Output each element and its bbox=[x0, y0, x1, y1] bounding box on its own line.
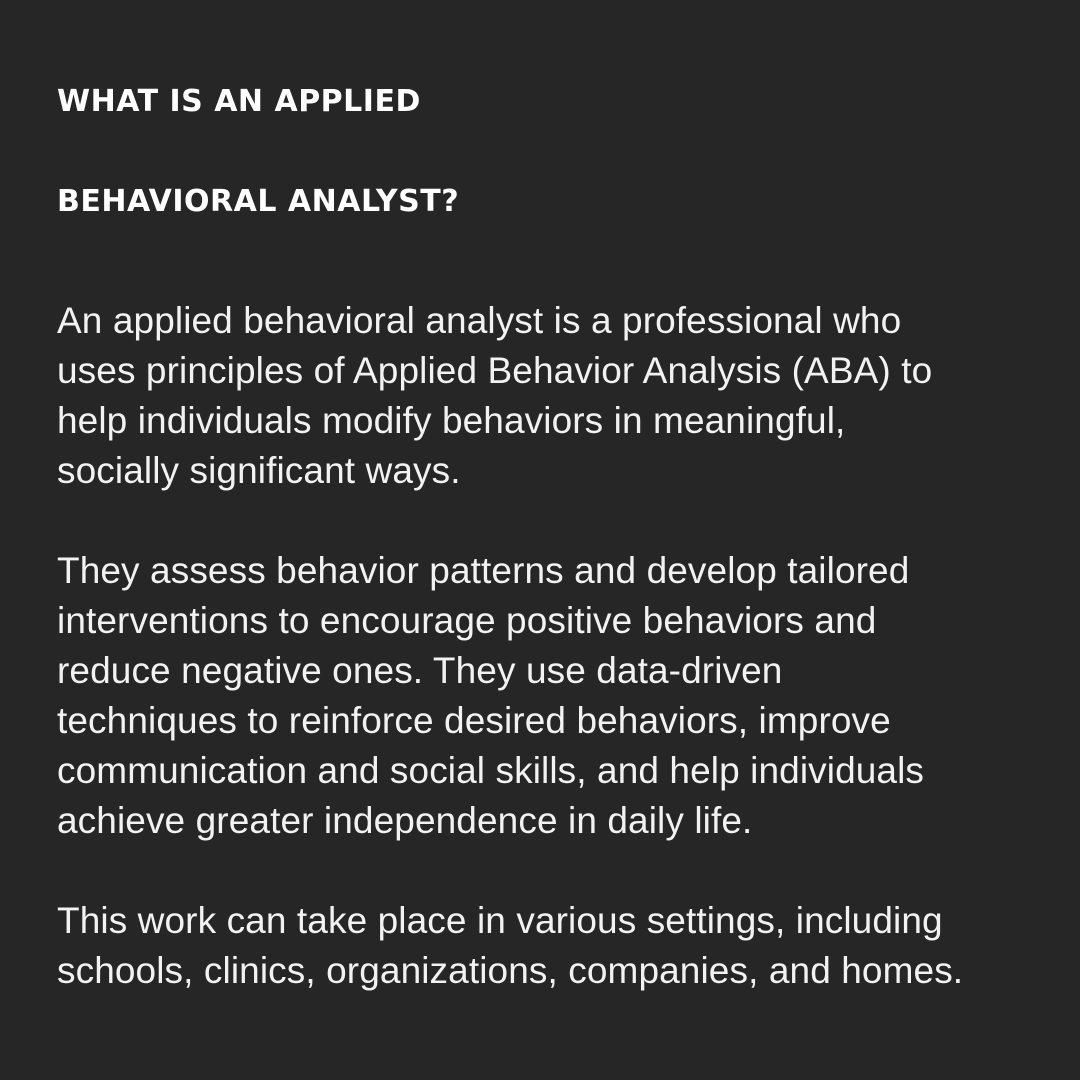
page-title-line-2: BEHAVIORAL ANALYST? bbox=[57, 184, 460, 219]
paragraph-settings bbox=[57, 896, 1024, 996]
paragraph-line: techniques to reinforce desired behaviors, improve bbox=[57, 700, 891, 741]
paragraph-line: An applied behavioral analyst is a professional who bbox=[57, 300, 902, 341]
paragraph-line: communication and social skills, and help individuals bbox=[57, 750, 925, 791]
page-title bbox=[57, 52, 1024, 252]
page-title-line-1: WHAT IS AN APPLIED bbox=[57, 84, 421, 119]
paragraph-line: help individuals modify behaviors in meaningful, bbox=[57, 400, 846, 441]
paragraph-line: They assess behavior patterns and develop tailored bbox=[57, 550, 910, 591]
paragraph-definition bbox=[57, 296, 1024, 496]
paragraph-line: achieve greater independence in daily life. bbox=[57, 800, 753, 841]
paragraph-line: interventions to encourage positive behaviors and bbox=[57, 600, 877, 641]
paragraph-line: This work can take place in various settings, including bbox=[57, 900, 943, 941]
paragraph-line: uses principles of Applied Behavior Analysis (ABA) to bbox=[57, 350, 933, 391]
body-copy bbox=[57, 296, 1024, 996]
paragraph-responsibilities bbox=[57, 546, 1024, 846]
paragraph-line: socially significant ways. bbox=[57, 450, 461, 491]
paragraph-line: schools, clinics, organizations, companies, and homes. bbox=[57, 950, 964, 991]
paragraph-line: reduce negative ones. They use data-driven bbox=[57, 650, 783, 691]
